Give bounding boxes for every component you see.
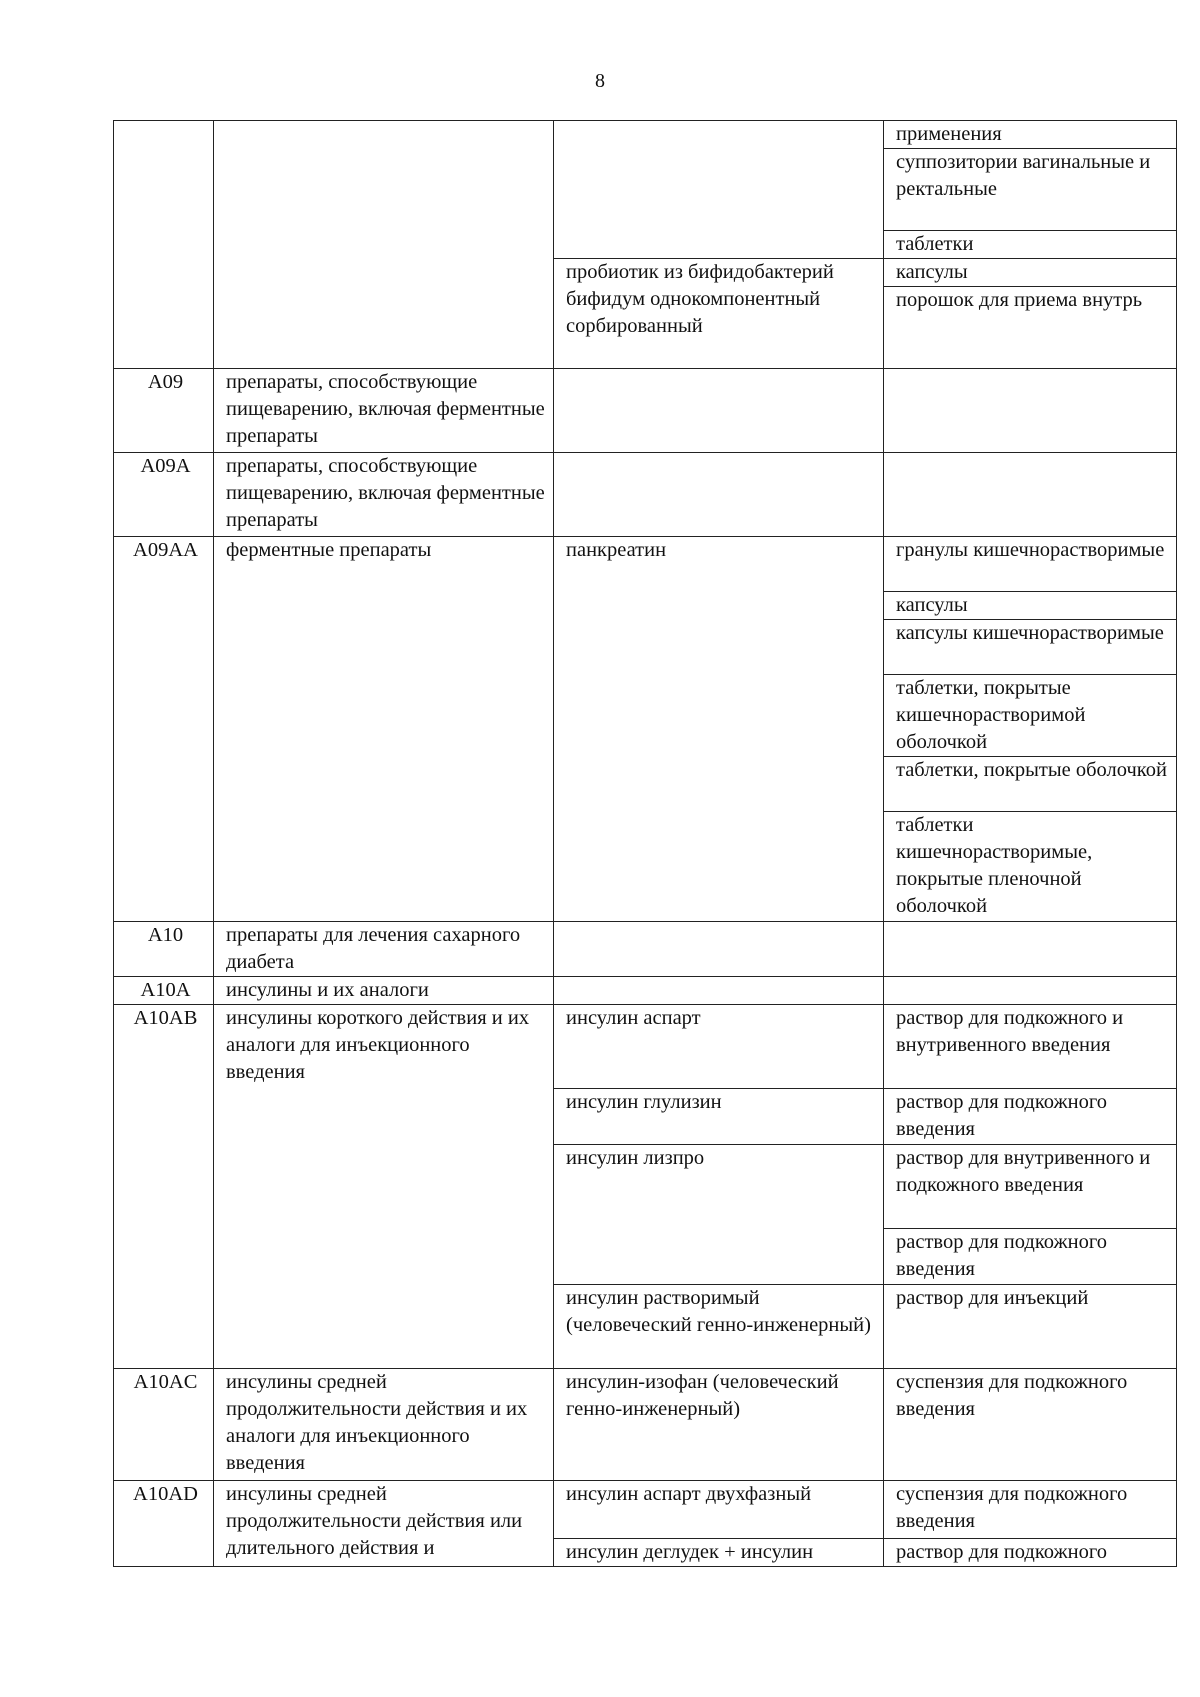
atc-code-cell: A10AB	[114, 1005, 214, 1369]
dosage-form-cell: раствор для внутривенного и подкожного введения	[884, 1145, 1177, 1229]
dosage-form-cell: суспензия для подкожного введения	[884, 1481, 1177, 1539]
dosage-form-cell: таблетки кишечнорастворимые, покрытые пленочной оболочкой	[884, 812, 1177, 922]
atc-code-cell: A09AA	[114, 537, 214, 922]
dosage-form-cell: раствор для подкожного и внутривенного введения	[884, 1005, 1177, 1089]
table-row	[114, 369, 1177, 453]
dosage-form-cell: таблетки	[884, 231, 1177, 259]
group-cell: инсулины короткого действия и их аналоги для инъекционного введения	[214, 1005, 554, 1369]
group-cell: инсулины и их аналоги	[214, 977, 554, 1005]
drug-cell	[554, 121, 884, 259]
dosage-form-cell: таблетки, покрытые оболочкой	[884, 757, 1177, 812]
drug-cell: панкреатин	[554, 537, 884, 922]
dosage-form-cell: гранулы кишечнорастворимые	[884, 537, 1177, 592]
group-cell: препараты, способствующие пищеварению, включая ферментные препараты	[214, 453, 554, 537]
table-row	[114, 121, 1177, 149]
dosage-form-cell	[884, 977, 1177, 1005]
atc-code-cell: A10	[114, 922, 214, 977]
table-row	[114, 1005, 1177, 1089]
drug-cell: инсулин глулизин	[554, 1089, 884, 1145]
atc-code-cell: A10AD	[114, 1481, 214, 1567]
table-row	[114, 537, 1177, 592]
table-row	[114, 1369, 1177, 1481]
atc-code-cell: A09	[114, 369, 214, 453]
atc-code-cell: A09A	[114, 453, 214, 537]
drug-cell: инсулин лизпро	[554, 1145, 884, 1285]
drug-cell: инсулин аспарт	[554, 1005, 884, 1089]
group-cell: препараты для лечения сахарного диабета	[214, 922, 554, 977]
dosage-form-cell: таблетки, покрытые кишечнорастворимой оболочкой	[884, 675, 1177, 757]
drug-cell	[554, 922, 884, 977]
drug-cell: инсулин-изофан (человеческий генно-инженерный)	[554, 1369, 884, 1481]
dosage-form-cell	[884, 922, 1177, 977]
drug-cell	[554, 977, 884, 1005]
dosage-form-cell: капсулы кишечнорастворимые	[884, 620, 1177, 675]
drug-classification-table	[113, 120, 1177, 1567]
dosage-form-cell: раствор для подкожного	[884, 1539, 1177, 1567]
dosage-form-cell: капсулы	[884, 259, 1177, 287]
group-cell: инсулины средней продолжительности действия или длительного действия и	[214, 1481, 554, 1567]
table-row	[114, 1481, 1177, 1539]
group-cell: препараты, способствующие пищеварению, включая ферментные препараты	[214, 369, 554, 453]
dosage-form-cell	[884, 453, 1177, 537]
drug-cell: инсулин аспарт двухфазный	[554, 1481, 884, 1539]
atc-code-cell: A10AC	[114, 1369, 214, 1481]
dosage-form-cell: раствор для подкожного введения	[884, 1229, 1177, 1285]
dosage-form-cell: применения	[884, 121, 1177, 149]
drug-cell	[554, 453, 884, 537]
group-cell: ферментные препараты	[214, 537, 554, 922]
drug-cell: инсулин растворимый (человеческий генно-инженерный)	[554, 1285, 884, 1369]
atc-code-cell: A10A	[114, 977, 214, 1005]
drug-cell: пробиотик из бифидобактерий бифидум однокомпонентный сорбированный	[554, 259, 884, 369]
dosage-form-cell: суппозитории вагинальные и ректальные	[884, 149, 1177, 231]
table-row	[114, 453, 1177, 537]
drug-cell: инсулин деглудек + инсулин	[554, 1539, 884, 1567]
dosage-form-cell	[884, 369, 1177, 453]
group-cell: инсулины средней продолжительности действия и их аналоги для инъекционного введения	[214, 1369, 554, 1481]
table-row	[114, 922, 1177, 977]
atc-code-cell	[114, 121, 214, 369]
dosage-form-cell: суспензия для подкожного введения	[884, 1369, 1177, 1481]
drug-cell	[554, 369, 884, 453]
dosage-form-cell: капсулы	[884, 592, 1177, 620]
table-row	[114, 977, 1177, 1005]
page-number: 8	[595, 70, 605, 92]
dosage-form-cell: порошок для приема внутрь	[884, 287, 1177, 369]
dosage-form-cell: раствор для подкожного введения	[884, 1089, 1177, 1145]
group-cell	[214, 121, 554, 369]
dosage-form-cell: раствор для инъекций	[884, 1285, 1177, 1369]
